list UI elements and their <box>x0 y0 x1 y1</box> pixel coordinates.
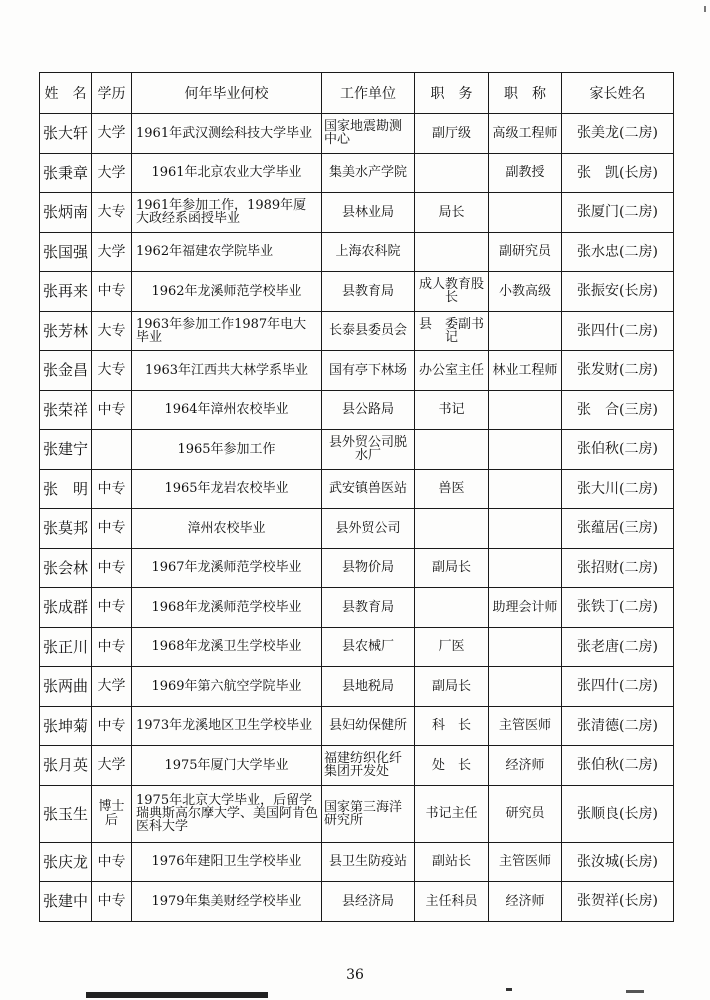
cell-name: 张大轩 <box>40 114 92 154</box>
cell-parent: 张四什(二房) <box>562 311 674 351</box>
cell-position: 副站长 <box>415 842 489 882</box>
header-education: 学历 <box>92 73 132 114</box>
cell-name: 张庆龙 <box>40 842 92 882</box>
cell-name: 张月英 <box>40 746 92 786</box>
cell-title: 研究员 <box>489 785 562 842</box>
cell-position: 副局长 <box>415 667 489 707</box>
genealogy-table <box>39 72 674 922</box>
cell-parent: 张发财(二房) <box>562 351 674 391</box>
cell-parent: 张振安(长房) <box>562 272 674 312</box>
cell-title: 小教高级 <box>489 272 562 312</box>
cell-education: 大专 <box>92 351 132 391</box>
cell-title <box>489 469 562 509</box>
cell-education <box>92 430 132 470</box>
table-row <box>40 588 674 628</box>
table-row <box>40 509 674 549</box>
cell-school: 1961年武汉测绘科技大学毕业 <box>132 114 322 154</box>
cell-parent: 张 凯(长房) <box>562 153 674 193</box>
cell-name: 张莫邦 <box>40 509 92 549</box>
cell-title <box>489 548 562 588</box>
cell-parent: 张贺祥(长房) <box>562 882 674 922</box>
cell-work-unit: 集美水产学院 <box>322 153 415 193</box>
cell-parent: 张汝城(长房) <box>562 842 674 882</box>
table-row <box>40 785 674 842</box>
cell-school: 1964年漳州农校毕业 <box>132 390 322 430</box>
cell-title: 主管医师 <box>489 706 562 746</box>
cell-name: 张两曲 <box>40 667 92 707</box>
cell-title: 经济师 <box>489 746 562 786</box>
cell-work-unit: 县公路局 <box>322 390 415 430</box>
cell-education: 中专 <box>92 706 132 746</box>
cell-work-unit: 县物价局 <box>322 548 415 588</box>
table-row <box>40 311 674 351</box>
table-row <box>40 232 674 272</box>
header-work-unit: 工作单位 <box>322 73 415 114</box>
table-row <box>40 351 674 391</box>
scan-speck <box>704 6 706 12</box>
cell-work-unit: 县妇幼保健所 <box>322 706 415 746</box>
cell-position: 主任科员 <box>415 882 489 922</box>
cell-parent: 张伯秋(二房) <box>562 430 674 470</box>
cell-work-unit: 县地税局 <box>322 667 415 707</box>
cell-work-unit: 上海农科院 <box>322 232 415 272</box>
cell-name: 张芳林 <box>40 311 92 351</box>
table-row <box>40 193 674 233</box>
cell-name: 张秉章 <box>40 153 92 193</box>
cell-name: 张金昌 <box>40 351 92 391</box>
cell-education: 大学 <box>92 114 132 154</box>
table-row <box>40 114 674 154</box>
page-number: 36 <box>346 967 364 983</box>
cell-position: 兽医 <box>415 469 489 509</box>
header-parent: 家长姓名 <box>562 73 674 114</box>
cell-work-unit: 国家第三海洋研究所 <box>322 785 415 842</box>
cell-position <box>415 430 489 470</box>
cell-school: 1962年福建农学院毕业 <box>132 232 322 272</box>
cell-education: 大学 <box>92 232 132 272</box>
cell-work-unit: 福建纺织化纤集团开发处 <box>322 746 415 786</box>
cell-title: 主管医师 <box>489 842 562 882</box>
cell-name: 张建中 <box>40 882 92 922</box>
cell-title: 高级工程师 <box>489 114 562 154</box>
cell-education: 中专 <box>92 509 132 549</box>
cell-education: 中专 <box>92 548 132 588</box>
cell-work-unit: 县外贸公司脱水厂 <box>322 430 415 470</box>
cell-name: 张玉生 <box>40 785 92 842</box>
table-row <box>40 882 674 922</box>
cell-position: 成人教育股长 <box>415 272 489 312</box>
cell-education: 中专 <box>92 842 132 882</box>
cell-parent: 张蕴居(三房) <box>562 509 674 549</box>
scan-speck <box>506 988 512 991</box>
cell-school: 1965年参加工作 <box>132 430 322 470</box>
table-row <box>40 842 674 882</box>
cell-parent: 张顺良(长房) <box>562 785 674 842</box>
cell-education: 大专 <box>92 193 132 233</box>
cell-work-unit: 国家地震勘测中心 <box>322 114 415 154</box>
cell-position: 办公室主任 <box>415 351 489 391</box>
scan-edge-mark <box>86 992 268 998</box>
cell-school: 1962年龙溪师范学校毕业 <box>132 272 322 312</box>
cell-school: 1968年龙溪卫生学校毕业 <box>132 627 322 667</box>
cell-name: 张炳南 <box>40 193 92 233</box>
cell-position: 副厅级 <box>415 114 489 154</box>
cell-parent: 张老唐(二房) <box>562 627 674 667</box>
cell-education: 中专 <box>92 469 132 509</box>
cell-school: 1973年龙溪地区卫生学校毕业 <box>132 706 322 746</box>
cell-position <box>415 509 489 549</box>
header-position: 职 务 <box>415 73 489 114</box>
cell-name: 张 明 <box>40 469 92 509</box>
cell-title: 副教授 <box>489 153 562 193</box>
cell-position <box>415 588 489 628</box>
cell-position: 局长 <box>415 193 489 233</box>
cell-position: 厂医 <box>415 627 489 667</box>
cell-work-unit: 县林业局 <box>322 193 415 233</box>
cell-work-unit: 县卫生防疫站 <box>322 842 415 882</box>
scan-speck <box>626 990 644 993</box>
cell-name: 张建宁 <box>40 430 92 470</box>
cell-education: 大专 <box>92 311 132 351</box>
cell-title: 经济师 <box>489 882 562 922</box>
header-title: 职 称 <box>489 73 562 114</box>
table-row <box>40 548 674 588</box>
cell-school: 1976年建阳卫生学校毕业 <box>132 842 322 882</box>
cell-position: 处 长 <box>415 746 489 786</box>
cell-position <box>415 232 489 272</box>
cell-title <box>489 509 562 549</box>
cell-school: 1965年龙岩农校毕业 <box>132 469 322 509</box>
cell-school: 漳州农校毕业 <box>132 509 322 549</box>
cell-education: 中专 <box>92 390 132 430</box>
cell-parent: 张水忠(二房) <box>562 232 674 272</box>
cell-title <box>489 667 562 707</box>
cell-title <box>489 627 562 667</box>
cell-education: 博士后 <box>92 785 132 842</box>
cell-name: 张荣祥 <box>40 390 92 430</box>
cell-education: 中专 <box>92 627 132 667</box>
header-name: 姓 名 <box>40 73 92 114</box>
cell-name: 张国强 <box>40 232 92 272</box>
table-row <box>40 390 674 430</box>
cell-education: 大学 <box>92 746 132 786</box>
cell-work-unit: 国有亭下林场 <box>322 351 415 391</box>
cell-parent: 张招财(二房) <box>562 548 674 588</box>
table-row <box>40 272 674 312</box>
table-row <box>40 153 674 193</box>
cell-parent: 张厦门(二房) <box>562 193 674 233</box>
table-row <box>40 667 674 707</box>
table-row <box>40 706 674 746</box>
cell-work-unit: 县外贸公司 <box>322 509 415 549</box>
cell-title <box>489 311 562 351</box>
cell-school: 1969年第六航空学院毕业 <box>132 667 322 707</box>
cell-school: 1961年参加工作，1989年厦大政经系函授毕业 <box>132 193 322 233</box>
cell-school: 1963年参加工作1987年电大毕业 <box>132 311 322 351</box>
cell-position: 书记 <box>415 390 489 430</box>
cell-school: 1968年龙溪师范学校毕业 <box>132 588 322 628</box>
cell-work-unit: 县教育局 <box>322 588 415 628</box>
cell-education: 中专 <box>92 272 132 312</box>
cell-parent: 张美龙(二房) <box>562 114 674 154</box>
cell-title: 副研究员 <box>489 232 562 272</box>
cell-school: 1967年龙溪师范学校毕业 <box>132 548 322 588</box>
cell-parent: 张铁丁(二房) <box>562 588 674 628</box>
cell-name: 张会林 <box>40 548 92 588</box>
header-school: 何年毕业何校 <box>132 73 322 114</box>
cell-parent: 张四什(二房) <box>562 667 674 707</box>
cell-position: 科 长 <box>415 706 489 746</box>
cell-school: 1979年集美财经学校毕业 <box>132 882 322 922</box>
cell-title: 助理会计师 <box>489 588 562 628</box>
cell-school: 1963年江西共大林学系毕业 <box>132 351 322 391</box>
cell-title: 林业工程师 <box>489 351 562 391</box>
cell-education: 大学 <box>92 153 132 193</box>
cell-name: 张坤菊 <box>40 706 92 746</box>
cell-title <box>489 430 562 470</box>
cell-parent: 张伯秋(二房) <box>562 746 674 786</box>
table-row <box>40 746 674 786</box>
table-row <box>40 430 674 470</box>
cell-name: 张成群 <box>40 588 92 628</box>
cell-parent: 张清德(二房) <box>562 706 674 746</box>
cell-education: 中专 <box>92 882 132 922</box>
cell-work-unit: 县教育局 <box>322 272 415 312</box>
cell-work-unit: 县经济局 <box>322 882 415 922</box>
cell-parent: 张 合(三房) <box>562 390 674 430</box>
table-header-row <box>40 73 674 114</box>
cell-parent: 张大川(二房) <box>562 469 674 509</box>
cell-school: 1961年北京农业大学毕业 <box>132 153 322 193</box>
cell-school: 1975年北京大学毕业，后留学瑞典斯高尔摩大学、美国阿肯色医科大学 <box>132 785 322 842</box>
cell-education: 大学 <box>92 667 132 707</box>
cell-position: 书记主任 <box>415 785 489 842</box>
cell-work-unit: 武安镇兽医站 <box>322 469 415 509</box>
cell-name: 张正川 <box>40 627 92 667</box>
table-row <box>40 469 674 509</box>
cell-education: 中专 <box>92 588 132 628</box>
cell-work-unit: 县农械厂 <box>322 627 415 667</box>
cell-position: 副局长 <box>415 548 489 588</box>
cell-school: 1975年厦门大学毕业 <box>132 746 322 786</box>
cell-work-unit: 长泰县委员会 <box>322 311 415 351</box>
cell-position: 县 委副书记 <box>415 311 489 351</box>
cell-name: 张再来 <box>40 272 92 312</box>
cell-title <box>489 390 562 430</box>
cell-position <box>415 153 489 193</box>
cell-title <box>489 193 562 233</box>
table-row <box>40 627 674 667</box>
